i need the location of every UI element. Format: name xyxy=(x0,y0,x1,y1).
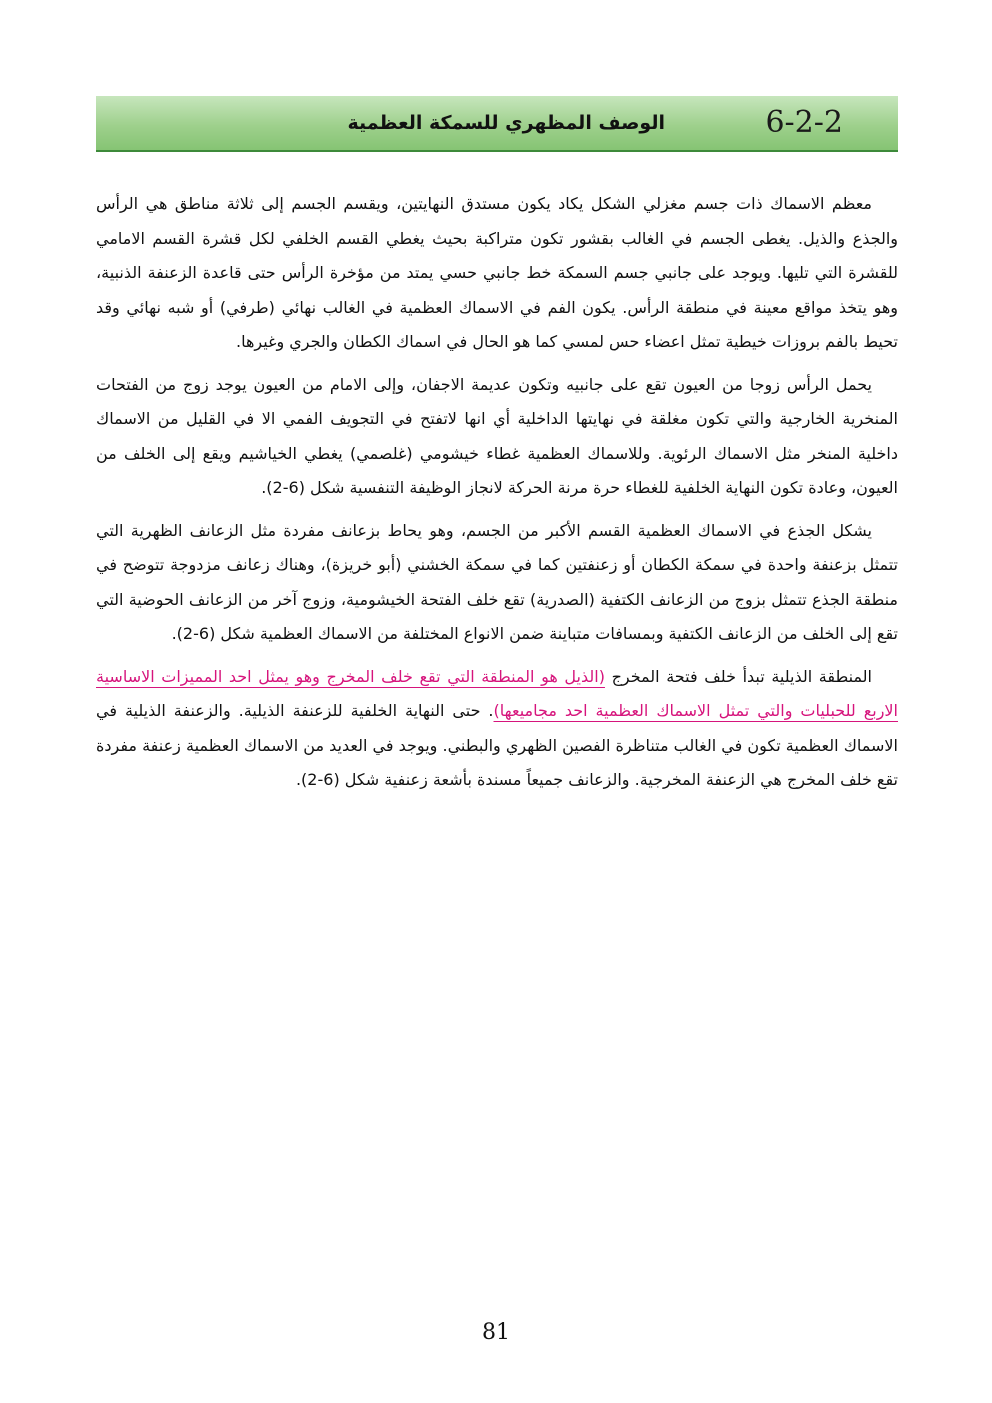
body-text xyxy=(96,187,898,806)
paragraph-trunk: يشكل الجذع في الاسماك العظمية القسم الأكبر من الجسم، وهو يحاط بزعانف مفردة مثل الزعانف الظهرية التي تتمثل بزعنفة واحدة في سمكة الكطان أو زعنفتين كما في سمكة الخشني (أبو خريزة)، وهناك زعانف مزدوجة تتوضح في منطقة الجذع تتمثل بزوج من الزعانف الكتفية (الصدرية) تقع خلف الفتحة الخيشومية، وزوج آخر من الزعانف الحوضية التي تقع إلى الخلف من الزعانف الكتفية وبمسافات متباينة ضمن الانواع المختلفة من الاسماك العظمية شكل (6-2). xyxy=(96,520,898,643)
section-header xyxy=(96,96,898,152)
paragraph-tail xyxy=(96,660,898,798)
paragraph-body-regions: معظم الاسماك ذات جسم مغزلي الشكل يكاد يكون مستدق النهايتين، ويقسم الجسم إلى ثلاثة مناطق هي الرأس والجذع والذيل. يغطى الجسم في الغالب بقشور تكون متراكبة بحيث يغطي القسم الخلفي لكل قشرة القسم الامامي للقشرة التي تليها. ويوجد على جانبي جسم السمكة خط جانبي حسي يمتد من مؤخرة الرأس حتى قاعدة الزعنفة الذنبية، وهو يتخذ مواقع معينة في منطقة الرأس. يكون الفم في الاسماك العظمية في الغالب نهائي (طرفي) أو شبه نهائي وقد تحيط بالفم بروزات خيطية تمثل اعضاء حس لمسي كما هو الحال في اسماك الكطان والجري وغيرها. xyxy=(96,194,898,351)
tail-text-before: المنطقة الذيلية تبدأ خلف فتحة المخرج xyxy=(604,666,872,686)
highlighted-annotation: (الذيل هو المنطقة التي تقع خلف المخرج وهو يمثل احد المميزات الاساسية الاربع للحبليات والتي تمثل الاسماك العظمية احد مجاميعها) xyxy=(96,666,898,720)
tail-text-after: . حتى النهاية الخلفية للزعنفة الذيلية. والزعنفة الذيلية في الاسماك العظمية تكون في الغالب متناظرة الفصين الظهري والبطني. ويوجد في العديد من الاسماك العظمية زعنفة مفردة تقع خلف المخرج هي الزعنفة المخرجية. والزعانف جميعاً مسندة بأشعة زعنفية شكل (6-2). xyxy=(96,701,898,789)
section-title: الوصف المظهري للسمكة العظمية xyxy=(347,112,665,134)
page-number: 81 xyxy=(482,1320,510,1345)
paragraph-head: يحمل الرأس زوجا من العيون تقع على جانبيه وتكون عديمة الاجفان، وإلى الامام من العيون يوجد زوج من الفتحات المنخرية الخارجية والتي تكون مغلقة في نهايتها الداخلية أي انها لاتفتح في التجويف الفمي الا في القليل من الاسماك داخلية المنخر مثل الاسماك الرئوية. وللاسماك العظمية غطاء خيشومي (غلصمي) يغطي الخياشيم ويقع إلى الخلف من العيون، وعادة تكون النهاية الخلفية للغطاء حرة مرنة الحركة لانجاز الوظيفة التنفسية شكل (6-2). xyxy=(96,374,898,497)
section-number: 6-2-2 xyxy=(765,105,843,140)
